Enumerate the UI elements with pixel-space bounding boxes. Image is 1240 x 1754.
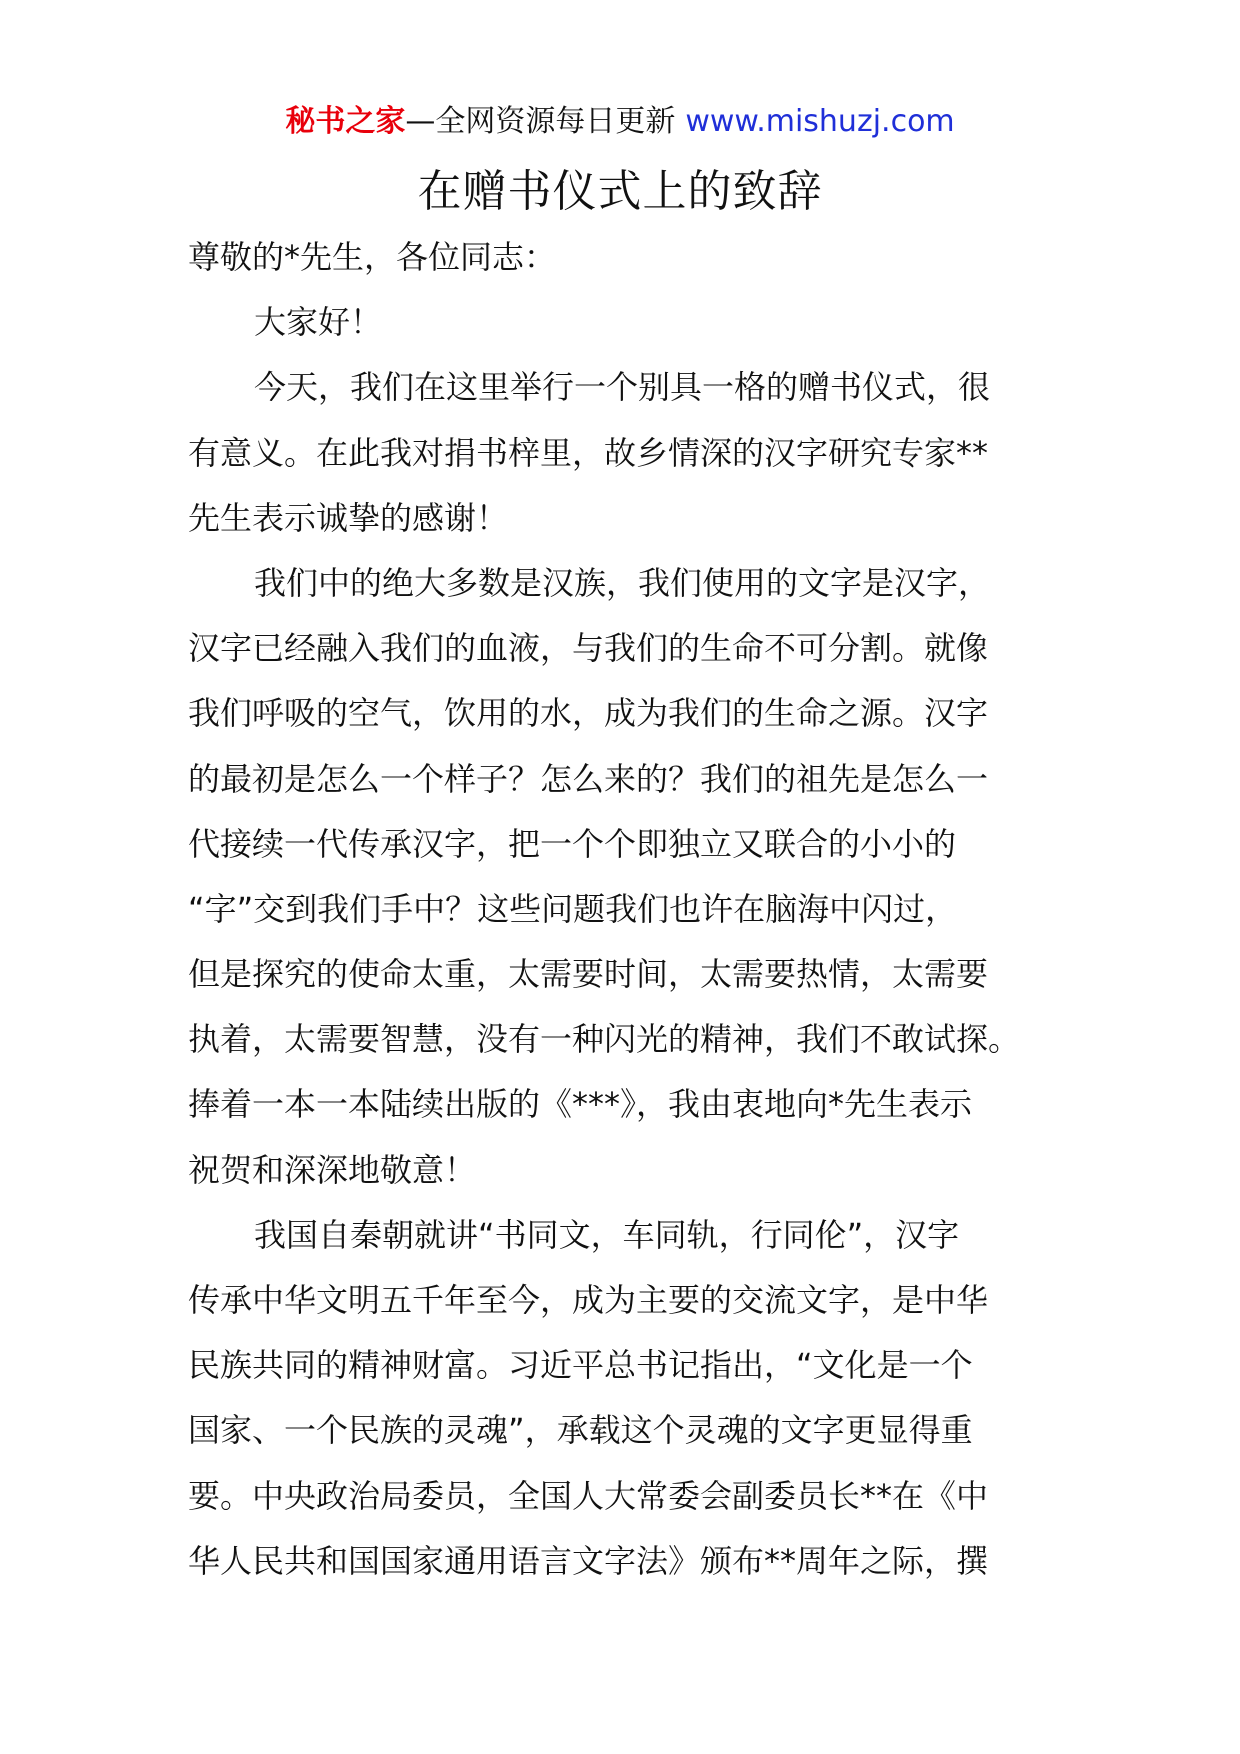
header-slogan: —全网资源每日更新 <box>405 104 676 139</box>
text-line: 我国自秦朝就讲“书同文，车同轨，行同伦”，汉字 <box>254 1215 960 1254</box>
text-line: 传承中华文明五千年至今，成为主要的交流文字，是中华 <box>188 1281 989 1319</box>
text-line: 今天，我们在这里举行一个别具一格的赠书仪式，很 <box>254 368 991 407</box>
text-line: 尊敬的*先生，各位同志： <box>188 238 557 276</box>
text-line: 捧着一本一本陆续出版的《***》，我由衷地向*先生表示 <box>188 1085 973 1124</box>
text-line: 执着，太需要智慧，没有一种闪光的精神，我们不敢试探。 <box>188 1020 1021 1059</box>
text-line: 民族共同的精神财富。习近平总书记指出，“文化是一个 <box>188 1346 973 1385</box>
text-line: 要。中央政治局委员，全国人大常委会副委员长**在《中 <box>188 1476 989 1515</box>
text-line: 华人民共和国国家通用语言文字法》颁布**周年之际，撰 <box>188 1541 989 1580</box>
text-line: 但是探究的使命太重，太需要时间，太需要热情，太需要 <box>188 955 989 994</box>
text-line: 先生表示诚挚的感谢！ <box>188 498 509 537</box>
text-line: 祝贺和深深地敬意！ <box>188 1150 477 1189</box>
text-line: 汉字已经融入我们的血液，与我们的生命不可分割。就像 <box>188 629 989 668</box>
text-line: 代接续一代传承汉字，把一个个即独立又联合的小小的 <box>188 824 957 863</box>
text-line: 有意义。在此我对捐书梓里，故乡情深的汉字研究专家** <box>188 433 989 472</box>
site-url-link[interactable]: www.mishuzj.com <box>685 104 955 139</box>
document-body <box>188 225 1048 1594</box>
text-line: 大家好！ <box>254 303 383 342</box>
text-line: 国家、一个民族的灵魂”，承载这个灵魂的文字更显得重 <box>188 1411 973 1450</box>
brand-name: 秘书之家 <box>285 104 406 139</box>
text-line: 的最初是怎么一个样子？怎么来的？我们的祖先是怎么一 <box>188 759 989 798</box>
text-line: “字”交到我们手中？这些问题我们也许在脑海中闪过， <box>188 889 958 928</box>
text-line: 我们中的绝大多数是汉族，我们使用的文字是汉字， <box>254 563 991 602</box>
text-line: 我们呼吸的空气，饮用的水，成为我们的生命之源。汉字 <box>188 694 989 733</box>
site-header <box>0 100 1240 144</box>
document-title: 在赠书仪式上的致辞 <box>417 166 823 217</box>
